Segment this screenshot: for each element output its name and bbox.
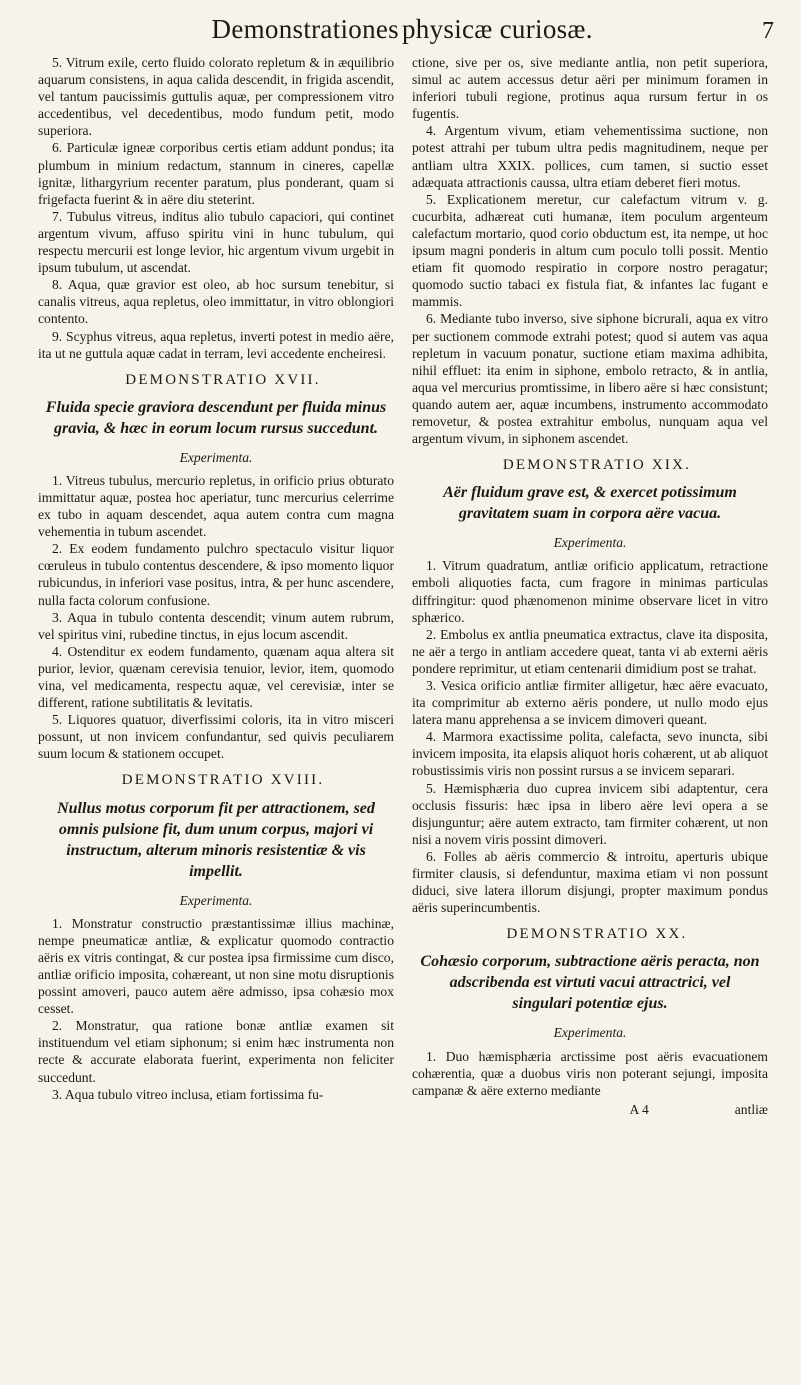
running-head-left: Demonstrationes: [211, 14, 399, 44]
experiment-item: 2. Embolus ex antlia pneumatica extractus, clave ita disposita, ne aër a tergo in antliam accedere queat, tanta vi ab externi aëris pondere reprimitur, ut etiam centenarii dimidium post se trahat.: [412, 626, 768, 676]
section-heading-demo17: DEMONSTRATIO XVII.: [125, 371, 321, 388]
running-head-right: physicæ curiosæ.: [402, 14, 593, 44]
proposition-demo20: Cohæsio corporum, subtractione aëris peracta, non adscribenda est virtuti vacui attractrici, vel singulari potentiæ ejus.: [420, 953, 760, 1013]
right-column: [412, 54, 768, 1118]
catchword: antliæ: [734, 1101, 768, 1117]
experiment-item: 4. Marmora exactissime polita, calefacta, sevo inuncta, sibi invicem imposita, ita elapsis aliquot horis cohærent, ut ab aliquot robustissimis viris non possint rursus a se invicem separari.: [412, 729, 768, 779]
paragraph: 9. Scyphus vitreus, aqua repletus, inverti potest in medio aëre, ita ut ne guttula aquæ cadat in terram, levi accedente encheiresi.: [38, 328, 394, 361]
experiments-label: Experimenta.: [553, 535, 627, 551]
section-heading-demo18: DEMONSTRATIO XVIII.: [121, 772, 325, 789]
proposition-demo18: Nullus motus corporum fit per attractionem, sed omnis pulsione fit, dum unum corpus, majori vi instructum, alterum minoris resistentiæ & vis impellit.: [57, 799, 375, 880]
running-head: [0, 14, 801, 54]
experiments-label: Experimenta.: [179, 449, 253, 465]
experiment-item: 6. Folles ab aëris commercio & introitu, aperturis ubique firmiter clausis, si defenduntur, maxima etiam vi non possunt diduci, sive latera illorum disjungi, propter maximum pondus aëris superincumbentis.: [412, 848, 768, 916]
paragraph: 5. Explicationem meretur, cur calefactum vitrum v. g. cucurbita, adhæreat cuti humanæ, item poculum argenteum calefactum mortario, quod corio obductum est, ita nempe, ut hoc ipsum magni ponderis in altum cum poculo tolli possit. Mentio etiam fit quomodo respiratio in corpore nostro peragatur; quomodo suctio tabaci ex fistula fiat, & infantes lac fugant e mammis.: [412, 191, 768, 310]
experiment-item: 3. Vesica orificio antliæ firmiter alligetur, hæc aëre evacuato, ita comprimitur ab externo aëris pondere, ut nullo modo ejus latera manu apprehensa a se invicem dimoveri queant.: [412, 678, 768, 728]
experiment-item: 2. Ex eodem fundamento pulchro spectaculo visitur liquor cœruleus in tubulo contentus descendere, & ipso momento liquor rubicundus, in inferiori vase positus, intra, & per hunc ascendere, nulla facta colorum confusione.: [38, 541, 394, 608]
section-heading-demo19: DEMONSTRATIO XIX.: [502, 457, 692, 474]
page-number: 7: [762, 18, 774, 44]
paragraph-continued: ctione, sive per os, sive mediante antlia, non petit superiora, simul ac autem accessus detur aëri per minimum foramen in inferiori tubuli regione, protinus aqua rursum fertur in os fugentis.: [412, 55, 768, 122]
paragraph: 8. Aqua, quæ gravior est oleo, ab hoc sursum tenebitur, si canalis vitreus, aqua repletus, oleo immittatur, in vitro oblongiori contento.: [38, 277, 394, 327]
paragraph: 6. Mediante tubo inverso, sive siphone bicrurali, aqua ex vitro per suctionem commode extrahi potest; quod si autem vas aqua repletum in vacuum ponatur, suctione etiam maxima adhibita, nihil effluet: ita enim in siphone, embolo retracto, & in antlia, aqua vel mercurius promtissime, in libero aëre si hæc consistunt; quando autem aer, aquæ incumbens, instrumento accommodato removetur, & postea extrahitur embolus, nunquam aqua vel argentum vivum, in siphonem ascendet.: [412, 311, 768, 447]
proposition-demo17: Fluida specie graviora descendunt per fluida minus gravia, & hæc in eorum locum rursus succedunt.: [45, 398, 387, 437]
experiment-item: 2. Monstratur, qua ratione bonæ antliæ examen sit instituendum vel etiam siphonum; si enim hæc instrumenta non recte & accurate elaborata fuerint, experimenta non feliciter succedunt.: [38, 1018, 394, 1085]
experiment-item: 1. Vitrum quadratum, antliæ orificio applicatum, retractione emboli aliquoties facta, cum fragore in minimas particulas diffringitur: quod phænomenon minime observare licet in vitro sphærico.: [412, 558, 768, 625]
section-heading-demo20: DEMONSTRATIO XX.: [506, 926, 688, 943]
paragraph: 4. Argentum vivum, etiam vehementissima suctione, non potest attrahi per tubum ultra pedis magnitudinem, neque per antliam ultra XXIX. pollices, cum tamen, si suctio esset adæquata attractionis caussa, ultra etiam deberet fieri motus.: [412, 123, 768, 190]
experiment-item: 1. Vitreus tubulus, mercurio repletus, in orificio prius obturato immittatur aquæ, postea hoc aperiatur, tunc mercurius celerrime ex tubo in aquam descendet, aqua autem contra cum magna vehementia in tubum ascendet.: [38, 472, 394, 540]
experiment-item: 5. Liquores quatuor, diverfissimi coloris, ita in vitro misceri possunt, ut non invicem confundantur, sed quivis peculiarem suum locum & stationem occupet.: [38, 712, 394, 762]
paragraph: 7. Tubulus vitreus, inditus alio tubulo capaciori, qui continet argentum vivum, affuso spiritu vini in hunc tubulum, qui respectu mercurii est longe levior, hic argentum vivum urgebit in ipsum tubulum, ut ascendat.: [38, 208, 394, 276]
footer-line: [412, 1101, 768, 1118]
signature-mark: A 4: [629, 1101, 649, 1117]
experiment-item: 3. Aqua in tubulo contenta descendit; vinum autem rubrum, vel spiritus vini, rubedine tinctus, in ejus locum ascendit.: [38, 609, 394, 642]
experiment-item: 3. Aqua tubulo vitreo inclusa, etiam fortissima fu-: [52, 1086, 324, 1102]
paragraph: 5. Vitrum exile, certo fluido colorato repletum & in æquilibrio aquarum consistens, in aqua calida descendit, in frigida ascendit, vel tantum paucissimis guttulis aquæ, per compressionem vitro accedentibus, vel decedentibus, modo fundum petit, modo superiora.: [38, 55, 394, 139]
experiment-item: 1. Monstratur constructio præstantissimæ illius machinæ, nempe pneumaticæ antliæ, & explicatur quomodo contractio aëris ex vitris contingat, & cur postea ipsa firmissime cum disco, antliæ orificio imposita, cohæreant, ut non sine motu disruptionis possint amoveri, pauco autem aëre admisso, ipsa cohæsio mox cesset.: [38, 915, 394, 1017]
experiment-item: 4. Ostenditur ex eodem fundamento, quænam aqua altera sit purior, levior, quænam cerevisia tenuior, levior, item, quomodo vina, vel medicamenta, respectu aquæ, vel cerevisiæ, inter se different, ratione subtilitatis & levitatis.: [38, 643, 394, 711]
experiment-item: 1. Duo hæmisphæria arctissime post aëris evacuationem cohærentia, quæ a duobus viris non poterant sejungi, imposita campanæ & aëre externo mediante: [412, 1048, 768, 1098]
paragraph: 6. Particulæ igneæ corporibus certis etiam addunt pondus; ita plumbum in minium redactum, stannum in cineres, capellæ ignitæ, lithargyrium recenter paratum, plus ponderant, quam si frigefacta fuerint & in aëre diu steterint.: [38, 140, 394, 207]
experiment-item: 5. Hæmisphæria duo cuprea invicem sibi adaptentur, cera occlusis fissuris: hæc ipsa in libero aëre levi opera a se disjunguntur; aëre autem extracto, tam firmiter cohærent, ut non nisi a novem viris possint dimoveri.: [412, 780, 768, 847]
proposition-demo19: Aër fluidum grave est, & exercet potissimum gravitatem suam in corpora aëre vacua.: [443, 484, 737, 523]
experiments-label: Experimenta.: [179, 892, 253, 908]
left-column: [38, 54, 394, 1103]
experiments-label: Experimenta.: [553, 1025, 627, 1041]
